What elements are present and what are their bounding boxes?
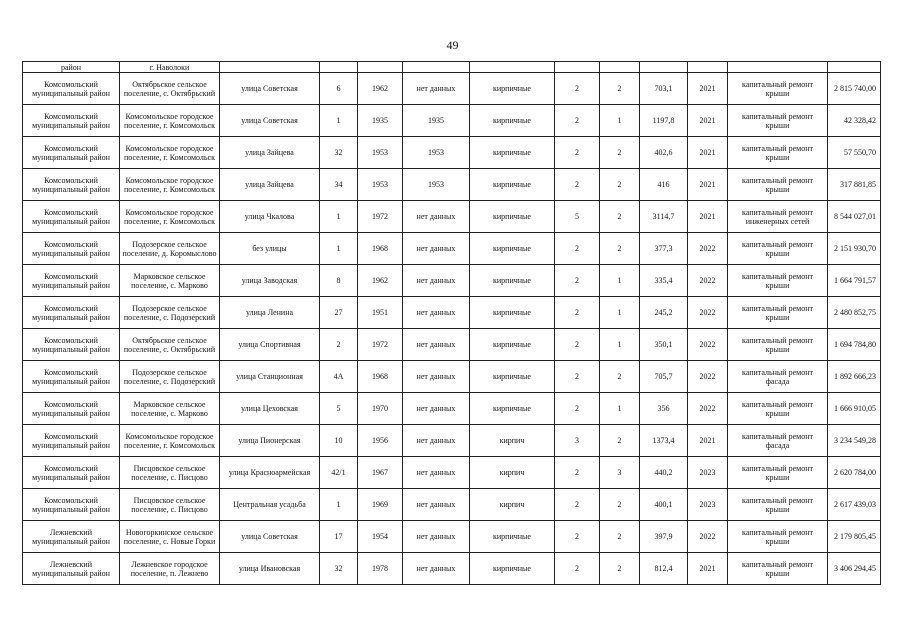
cell-plan-year: 2023 bbox=[688, 457, 728, 489]
cell-district: Лежневский муниципальный район bbox=[23, 521, 120, 553]
table-row bbox=[23, 521, 881, 553]
cell-district: Комсомольский муниципальный район bbox=[23, 265, 120, 297]
housing-repair-table bbox=[22, 61, 881, 585]
cell-last-repair: нет данных bbox=[403, 329, 470, 361]
cell-house: 32 bbox=[320, 553, 358, 585]
cell-plan-year: 2023 bbox=[688, 489, 728, 521]
cell-street: улица Зайцева bbox=[220, 169, 320, 201]
cell-cost: 3 234 549,28 bbox=[828, 425, 881, 457]
cell-settlement: Подозерское сельское поселение, д. Коромыслово bbox=[120, 233, 220, 265]
cell-cost: 42 328,42 bbox=[828, 105, 881, 137]
cell-wall-material: кирпичные bbox=[470, 521, 555, 553]
cell-entrances: 2 bbox=[600, 73, 640, 105]
cell-last-repair: нет данных bbox=[403, 457, 470, 489]
cell-year-built: 1953 bbox=[358, 169, 403, 201]
cell-house: 42/1 bbox=[320, 457, 358, 489]
cell-work-type: капитальный ремонт крыши bbox=[728, 489, 828, 521]
cell-floors: 2 bbox=[555, 489, 600, 521]
cell-floors: 2 bbox=[555, 393, 600, 425]
cell-plan-year: 2022 bbox=[688, 265, 728, 297]
cell-floors: 2 bbox=[555, 329, 600, 361]
cell-area: 400,1 bbox=[640, 489, 688, 521]
cell-house: 2 bbox=[320, 329, 358, 361]
cell-last-repair: нет данных bbox=[403, 233, 470, 265]
table-row bbox=[23, 553, 881, 585]
cell-house: 1 bbox=[320, 105, 358, 137]
cell-cost: 1 664 791,57 bbox=[828, 265, 881, 297]
cell-area: 335,4 bbox=[640, 265, 688, 297]
cell-district: район bbox=[23, 62, 120, 73]
cell-settlement: Октябрьское сельское поселение, с. Октябрьский bbox=[120, 329, 220, 361]
cell-street: улица Пионерская bbox=[220, 425, 320, 457]
cell-settlement: Новогоркинское сельское поселение, с. Новые Горки bbox=[120, 521, 220, 553]
table-row bbox=[23, 361, 881, 393]
cell-entrances: 1 bbox=[600, 265, 640, 297]
table-row bbox=[23, 329, 881, 361]
cell-area: 812,4 bbox=[640, 553, 688, 585]
cell-district: Комсомольский муниципальный район bbox=[23, 233, 120, 265]
cell-plan-year: 2022 bbox=[688, 329, 728, 361]
cell-cost: 8 544 027,01 bbox=[828, 201, 881, 233]
cell-settlement: Марковское сельское поселение, с. Марково bbox=[120, 265, 220, 297]
cell-year-built: 1967 bbox=[358, 457, 403, 489]
cell-year-built: 1953 bbox=[358, 137, 403, 169]
cell-last-repair: нет данных bbox=[403, 553, 470, 585]
cell-settlement: Комсомольское городское поселение, г. Комсомольск bbox=[120, 169, 220, 201]
cell-wall-material: кирпичные bbox=[470, 329, 555, 361]
cell-entrances: 1 bbox=[600, 297, 640, 329]
table-row-continuation bbox=[23, 62, 881, 73]
cell-work-type: капитальный ремонт крыши bbox=[728, 105, 828, 137]
cell-last-repair: нет данных bbox=[403, 265, 470, 297]
cell-entrances: 2 bbox=[600, 521, 640, 553]
cell-cost: 3 406 294,45 bbox=[828, 553, 881, 585]
cell-work-type: капитальный ремонт крыши bbox=[728, 553, 828, 585]
cell-cost: 1 892 666,23 bbox=[828, 361, 881, 393]
cell-last-repair: нет данных bbox=[403, 489, 470, 521]
cell-work-type: капитальный ремонт крыши bbox=[728, 265, 828, 297]
cell-last-repair: 1953 bbox=[403, 169, 470, 201]
cell-house: 8 bbox=[320, 265, 358, 297]
cell-cost: 2 179 805,45 bbox=[828, 521, 881, 553]
cell-cost: 57 550,70 bbox=[828, 137, 881, 169]
cell-last-repair: нет данных bbox=[403, 297, 470, 329]
cell-district: Комсомольский муниципальный район bbox=[23, 425, 120, 457]
cell-area: 3114,7 bbox=[640, 201, 688, 233]
cell-entrances: 1 bbox=[600, 105, 640, 137]
cell-plan-year: 2021 bbox=[688, 105, 728, 137]
cell-street: улица Красноармейская bbox=[220, 457, 320, 489]
cell-last-repair: нет данных bbox=[403, 425, 470, 457]
cell-plan-year: 2022 bbox=[688, 361, 728, 393]
cell-wall-material: кирпичные bbox=[470, 361, 555, 393]
cell-entrances: 1 bbox=[600, 393, 640, 425]
cell-year-built: 1969 bbox=[358, 489, 403, 521]
cell-district: Комсомольский муниципальный район bbox=[23, 361, 120, 393]
cell-entrances: 2 bbox=[600, 169, 640, 201]
cell-year-built: 1954 bbox=[358, 521, 403, 553]
cell-wall-material: кирпичные bbox=[470, 393, 555, 425]
cell-cost: 2 620 784,00 bbox=[828, 457, 881, 489]
cell-district: Комсомольский муниципальный район bbox=[23, 169, 120, 201]
cell-work-type: капитальный ремонт крыши bbox=[728, 393, 828, 425]
cell-entrances: 2 bbox=[600, 201, 640, 233]
cell-year-built: 1972 bbox=[358, 201, 403, 233]
cell-street: улица Ивановская bbox=[220, 553, 320, 585]
cell-area: 416 bbox=[640, 169, 688, 201]
cell-house: 10 bbox=[320, 425, 358, 457]
cell-settlement: Подозерское сельское поселение, с. Подозерский bbox=[120, 297, 220, 329]
cell-last-repair: 1953 bbox=[403, 137, 470, 169]
table-row bbox=[23, 425, 881, 457]
cell-district: Комсомольский муниципальный район bbox=[23, 73, 120, 105]
cell-entrances: 2 bbox=[600, 553, 640, 585]
cell-street: улица Советская bbox=[220, 73, 320, 105]
cell-district: Комсомольский муниципальный район bbox=[23, 329, 120, 361]
cell-work-type: капитальный ремонт крыши bbox=[728, 169, 828, 201]
cell-wall-material: кирпич bbox=[470, 457, 555, 489]
cell-floors: 2 bbox=[555, 169, 600, 201]
cell-work-type: капитальный ремонт крыши bbox=[728, 457, 828, 489]
cell-house: 1 bbox=[320, 489, 358, 521]
cell-wall-material: кирпичные bbox=[470, 233, 555, 265]
cell-district: Комсомольский муниципальный район bbox=[23, 137, 120, 169]
table-row bbox=[23, 489, 881, 521]
cell-settlement: Комсомольское городское поселение, г. Комсомольск bbox=[120, 105, 220, 137]
cell-settlement: Писцовское сельское поселение, с. Писцово bbox=[120, 489, 220, 521]
cell-floors: 2 bbox=[555, 297, 600, 329]
cell-last-repair: нет данных bbox=[403, 521, 470, 553]
cell-entrances: 1 bbox=[600, 329, 640, 361]
cell-entrances: 3 bbox=[600, 457, 640, 489]
cell-street: без улицы bbox=[220, 233, 320, 265]
cell-floors: 2 bbox=[555, 105, 600, 137]
table-row bbox=[23, 265, 881, 297]
cell-floors: 2 bbox=[555, 553, 600, 585]
cell-plan-year: 2022 bbox=[688, 521, 728, 553]
cell-entrances: 2 bbox=[600, 425, 640, 457]
cell-wall-material: кирпичные bbox=[470, 297, 555, 329]
cell-work-type: капитальный ремонт крыши bbox=[728, 137, 828, 169]
cell-area: 377,3 bbox=[640, 233, 688, 265]
cell-plan-year: 2022 bbox=[688, 393, 728, 425]
cell-street: улица Спортивная bbox=[220, 329, 320, 361]
cell-plan-year: 2021 bbox=[688, 553, 728, 585]
cell-district: Комсомольский муниципальный район bbox=[23, 457, 120, 489]
cell-district: Комсомольский муниципальный район bbox=[23, 105, 120, 137]
cell-plan-year: 2021 bbox=[688, 169, 728, 201]
cell-settlement: Октябрьское сельское поселение, с. Октябрьский bbox=[120, 73, 220, 105]
table-row bbox=[23, 201, 881, 233]
cell-cost: 317 881,85 bbox=[828, 169, 881, 201]
cell-year-built: 1962 bbox=[358, 73, 403, 105]
cell-street: улица Заводская bbox=[220, 265, 320, 297]
cell-street: улица Станционная bbox=[220, 361, 320, 393]
cell-settlement: Комсомольское городское поселение, г. Комсомольск bbox=[120, 201, 220, 233]
cell-settlement: г. Наволоки bbox=[120, 62, 220, 73]
cell-work-type: капитальный ремонт фасада bbox=[728, 361, 828, 393]
cell-area: 440,2 bbox=[640, 457, 688, 489]
cell-area: 703,1 bbox=[640, 73, 688, 105]
cell-last-repair: нет данных bbox=[403, 73, 470, 105]
cell-settlement: Марковское сельское поселение, с. Марково bbox=[120, 393, 220, 425]
cell-work-type: капитальный ремонт крыши bbox=[728, 329, 828, 361]
cell-wall-material: кирпичные bbox=[470, 169, 555, 201]
cell-floors: 2 bbox=[555, 361, 600, 393]
cell-last-repair: нет данных bbox=[403, 393, 470, 425]
cell-house: 27 bbox=[320, 297, 358, 329]
cell-district: Лежневский муниципальный район bbox=[23, 553, 120, 585]
cell-cost: 2 151 930,70 bbox=[828, 233, 881, 265]
cell-entrances: 2 bbox=[600, 233, 640, 265]
cell-year-built: 1956 bbox=[358, 425, 403, 457]
cell-area: 245,2 bbox=[640, 297, 688, 329]
cell-entrances: 2 bbox=[600, 489, 640, 521]
cell-area: 402,6 bbox=[640, 137, 688, 169]
cell-house: 17 bbox=[320, 521, 358, 553]
cell-house: 6 bbox=[320, 73, 358, 105]
cell-district: Комсомольский муниципальный район bbox=[23, 489, 120, 521]
cell-floors: 2 bbox=[555, 233, 600, 265]
cell-plan-year: 2022 bbox=[688, 297, 728, 329]
cell-work-type: капитальный ремонт крыши bbox=[728, 521, 828, 553]
cell-plan-year: 2022 bbox=[688, 233, 728, 265]
cell-house: 4А bbox=[320, 361, 358, 393]
cell-year-built: 1951 bbox=[358, 297, 403, 329]
cell-house: 1 bbox=[320, 201, 358, 233]
cell-district: Комсомольский муниципальный район bbox=[23, 297, 120, 329]
cell-street: Центральная усадьба bbox=[220, 489, 320, 521]
cell-wall-material: кирпичные bbox=[470, 73, 555, 105]
cell-entrances: 2 bbox=[600, 137, 640, 169]
cell-year-built: 1935 bbox=[358, 105, 403, 137]
table-row bbox=[23, 297, 881, 329]
cell-year-built: 1970 bbox=[358, 393, 403, 425]
cell-wall-material: кирпич bbox=[470, 425, 555, 457]
cell-settlement: Комсомольское городское поселение, г. Комсомольск bbox=[120, 425, 220, 457]
cell-floors: 2 bbox=[555, 137, 600, 169]
cell-wall-material: кирпичные bbox=[470, 201, 555, 233]
table-row bbox=[23, 73, 881, 105]
cell-year-built: 1972 bbox=[358, 329, 403, 361]
cell-floors: 2 bbox=[555, 265, 600, 297]
cell-year-built: 1968 bbox=[358, 361, 403, 393]
cell-plan-year: 2021 bbox=[688, 201, 728, 233]
cell-cost: 2 480 852,75 bbox=[828, 297, 881, 329]
cell-settlement: Писцовское сельское поселение, с. Писцово bbox=[120, 457, 220, 489]
cell-plan-year: 2021 bbox=[688, 425, 728, 457]
cell-work-type: капитальный ремонт крыши bbox=[728, 233, 828, 265]
cell-work-type: капитальный ремонт крыши bbox=[728, 297, 828, 329]
cell-floors: 5 bbox=[555, 201, 600, 233]
table-row bbox=[23, 169, 881, 201]
cell-district: Комсомольский муниципальный район bbox=[23, 201, 120, 233]
cell-last-repair: нет данных bbox=[403, 361, 470, 393]
cell-house: 34 bbox=[320, 169, 358, 201]
cell-work-type: капитальный ремонт крыши bbox=[728, 73, 828, 105]
cell-cost: 1 666 910,05 bbox=[828, 393, 881, 425]
cell-floors: 2 bbox=[555, 73, 600, 105]
cell-wall-material: кирпичные bbox=[470, 137, 555, 169]
cell-house: 1 bbox=[320, 233, 358, 265]
table-row bbox=[23, 105, 881, 137]
cell-last-repair: нет данных bbox=[403, 201, 470, 233]
cell-work-type: капитальный ремонт инженерных сетей bbox=[728, 201, 828, 233]
cell-work-type: капитальный ремонт фасада bbox=[728, 425, 828, 457]
cell-wall-material: кирпичные bbox=[470, 105, 555, 137]
cell-street: улица Зайцева bbox=[220, 137, 320, 169]
cell-street: улица Советская bbox=[220, 105, 320, 137]
cell-district: Комсомольский муниципальный район bbox=[23, 393, 120, 425]
cell-settlement: Комсомольское городское поселение, г. Комсомольск bbox=[120, 137, 220, 169]
cell-wall-material: кирпичные bbox=[470, 553, 555, 585]
cell-area: 397,9 bbox=[640, 521, 688, 553]
cell-plan-year: 2021 bbox=[688, 137, 728, 169]
cell-house: 5 bbox=[320, 393, 358, 425]
cell-cost: 2 815 740,00 bbox=[828, 73, 881, 105]
cell-street: улица Советская bbox=[220, 521, 320, 553]
cell-last-repair: 1935 bbox=[403, 105, 470, 137]
cell-area: 350,1 bbox=[640, 329, 688, 361]
cell-cost: 2 617 439,03 bbox=[828, 489, 881, 521]
cell-street: улица Ленина bbox=[220, 297, 320, 329]
table-row bbox=[23, 137, 881, 169]
cell-area: 705,7 bbox=[640, 361, 688, 393]
table-row bbox=[23, 393, 881, 425]
page-number: 49 bbox=[446, 38, 459, 52]
cell-street: улица Цеховская bbox=[220, 393, 320, 425]
cell-year-built: 1962 bbox=[358, 265, 403, 297]
cell-street: улица Чкалова bbox=[220, 201, 320, 233]
cell-area: 1197,8 bbox=[640, 105, 688, 137]
cell-year-built: 1968 bbox=[358, 233, 403, 265]
cell-floors: 2 bbox=[555, 457, 600, 489]
table-row bbox=[23, 233, 881, 265]
cell-area: 1373,4 bbox=[640, 425, 688, 457]
cell-settlement: Подозерское сельское поселение, с. Подозерский bbox=[120, 361, 220, 393]
cell-floors: 3 bbox=[555, 425, 600, 457]
cell-house: 32 bbox=[320, 137, 358, 169]
cell-settlement: Лежневское городское поселение, п. Лежнево bbox=[120, 553, 220, 585]
cell-floors: 2 bbox=[555, 521, 600, 553]
cell-wall-material: кирпич bbox=[470, 489, 555, 521]
cell-year-built: 1978 bbox=[358, 553, 403, 585]
cell-area: 356 bbox=[640, 393, 688, 425]
cell-wall-material: кирпичные bbox=[470, 265, 555, 297]
table-row bbox=[23, 457, 881, 489]
cell-entrances: 2 bbox=[600, 361, 640, 393]
cell-plan-year: 2021 bbox=[688, 73, 728, 105]
cell-cost: 1 694 784,80 bbox=[828, 329, 881, 361]
